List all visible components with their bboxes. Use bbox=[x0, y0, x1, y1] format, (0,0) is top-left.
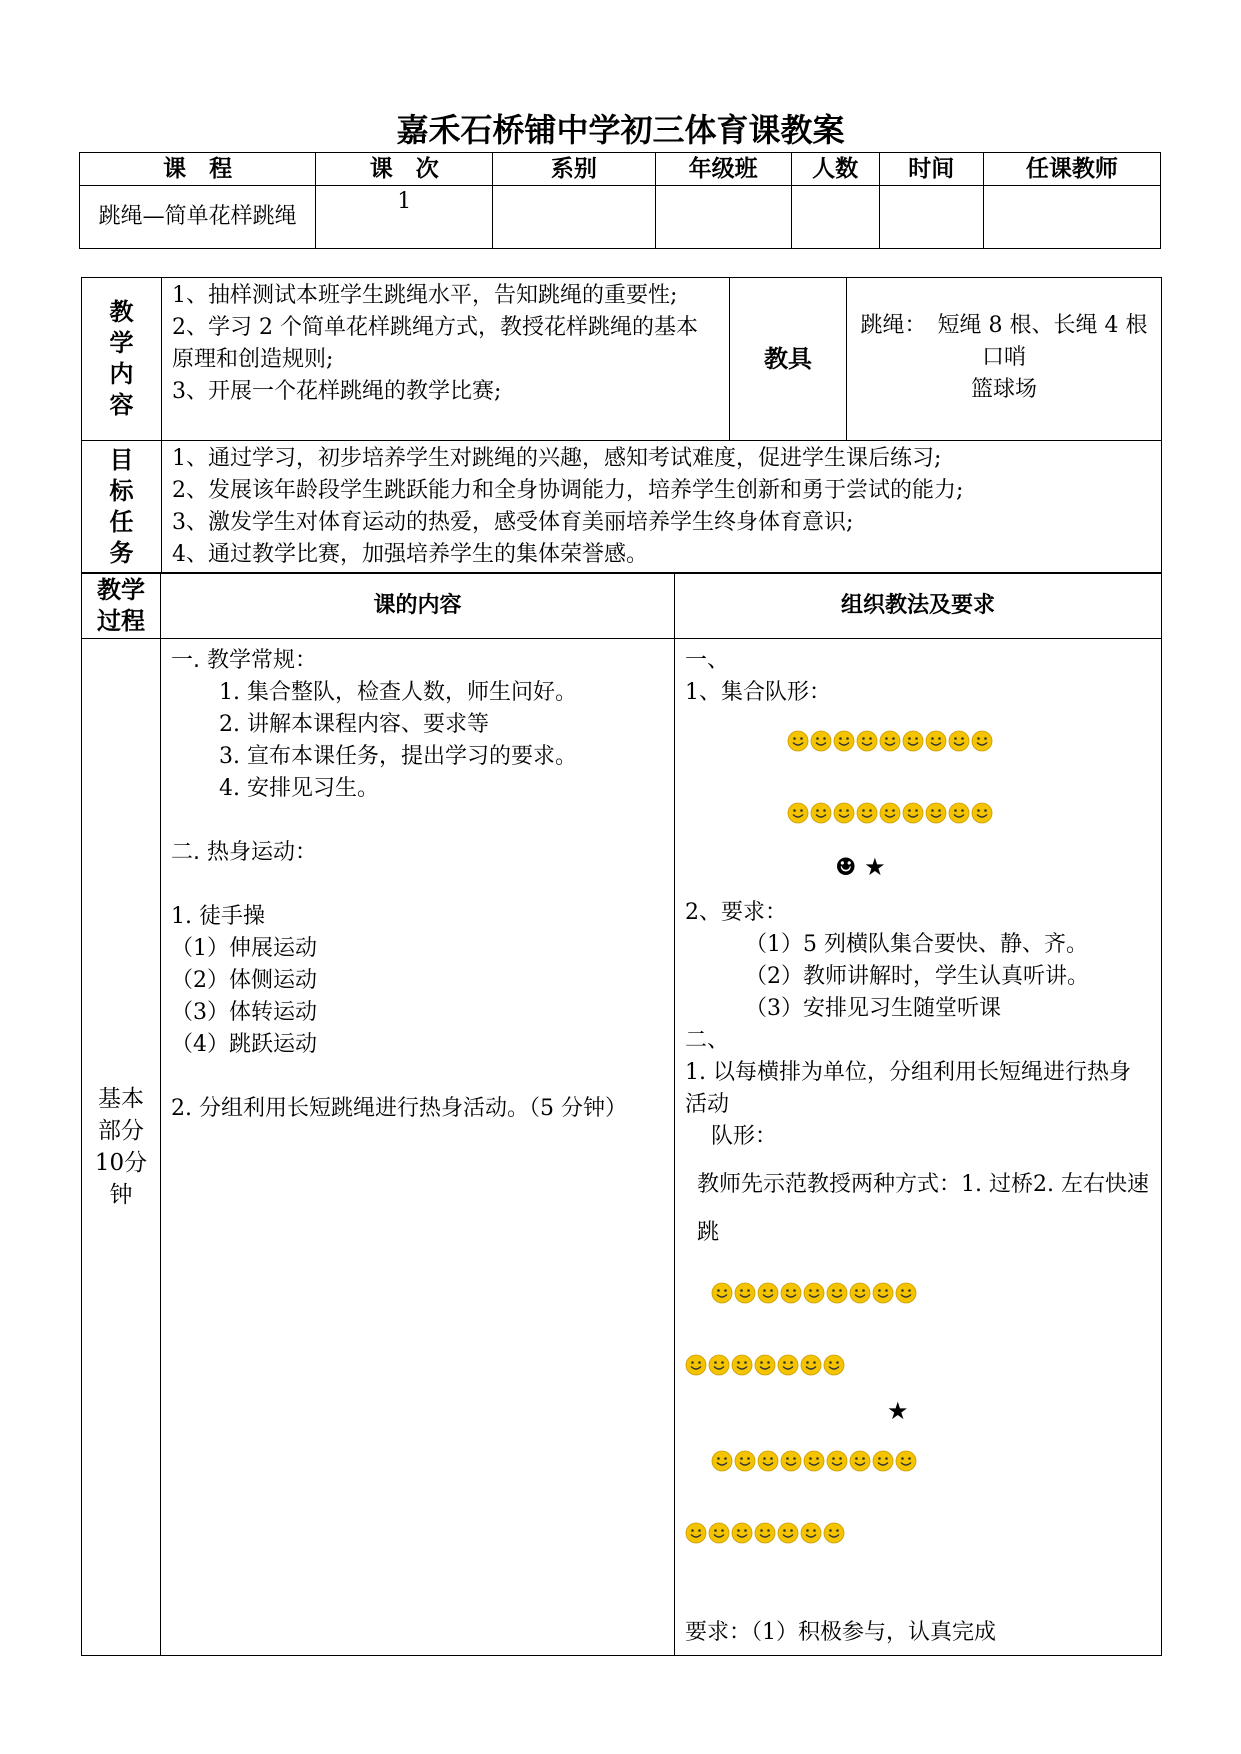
value-session: 1 bbox=[316, 186, 493, 249]
method-final-req: 要求：（1）积极参与，认真完成 bbox=[685, 1620, 996, 1645]
smiley-icon bbox=[734, 1277, 757, 1300]
process-label: 教学过程 bbox=[82, 573, 161, 639]
value-dept bbox=[493, 186, 655, 249]
smiley-icon bbox=[902, 797, 925, 820]
content-item: 3、开展一个花样跳绳的教学比赛; bbox=[172, 379, 502, 404]
value-time bbox=[879, 186, 983, 249]
goal-item: 2、发展该年龄段学生跳跃能力和全身协调能力，培养学生创新和勇于尝试的能力; bbox=[172, 478, 964, 503]
content-items bbox=[162, 278, 730, 441]
equipment-item: 跳绳： 短绳 8 根、长绳 4 根 bbox=[860, 313, 1148, 338]
smiley-icon bbox=[856, 797, 879, 820]
smiley-icon bbox=[787, 797, 810, 820]
formation-row-2 bbox=[685, 797, 1151, 829]
method-r6: 教师先示范教授两种方式：1. 过桥2. 左右快速跳 bbox=[697, 1172, 1149, 1245]
formation-row-5 bbox=[685, 1445, 1151, 1477]
smiley-icon bbox=[780, 1445, 803, 1468]
lesson-plan-table bbox=[81, 277, 1162, 574]
warmup-item: （3）体转运动 bbox=[171, 1000, 317, 1025]
header-dept: 系别 bbox=[493, 153, 655, 186]
smiley-icon bbox=[823, 1349, 846, 1372]
content-item: 2、学习 2 个简单花样跳绳方式，教授花样跳绳的基本原理和创造规则; bbox=[172, 315, 698, 372]
smiley-icon bbox=[879, 797, 902, 820]
method-r4: 1. 以每横排为单位，分组利用长短绳进行热身活动 bbox=[685, 1060, 1131, 1117]
value-count bbox=[791, 186, 879, 249]
header-course: 课 程 bbox=[80, 153, 316, 186]
smiley-icon bbox=[777, 1517, 800, 1540]
smiley-icon bbox=[823, 1517, 846, 1540]
content-column bbox=[161, 639, 675, 1656]
header-time: 时间 bbox=[879, 153, 983, 186]
method-r5: 队形： bbox=[711, 1124, 778, 1149]
equipment-item: 口哨 bbox=[981, 345, 1026, 370]
smiley-icon bbox=[777, 1349, 800, 1372]
equipment-label: 教具 bbox=[730, 278, 847, 441]
routine-item: 1. 集合整队，检查人数，师生问好。 bbox=[219, 680, 577, 705]
section-routine-title: 一. 教学常规： bbox=[171, 648, 317, 673]
formation-row-1 bbox=[685, 725, 1151, 757]
formation-row-4 bbox=[685, 1349, 1151, 1381]
warmup-item: （4）跳跃运动 bbox=[171, 1032, 317, 1057]
smiley-icon bbox=[856, 725, 879, 748]
formation-row-6 bbox=[685, 1517, 1151, 1549]
smiley-icon bbox=[708, 1517, 731, 1540]
equipment-list bbox=[847, 278, 1162, 441]
teacher-marks: ☻ ★ bbox=[835, 853, 886, 881]
part-label: 基本部分10分钟 bbox=[82, 639, 161, 1656]
smiley-icon bbox=[734, 1445, 757, 1468]
smiley-icon bbox=[971, 797, 994, 820]
star-mark: ★ bbox=[887, 1397, 909, 1425]
smiley-icon bbox=[757, 1277, 780, 1300]
method-r1: 一、 bbox=[685, 648, 730, 673]
smiley-icon bbox=[810, 797, 833, 820]
smiley-icon bbox=[895, 1277, 918, 1300]
smiley-icon bbox=[833, 797, 856, 820]
smiley-icon bbox=[711, 1445, 734, 1468]
smiley-icon bbox=[787, 725, 810, 748]
smiley-icon bbox=[826, 1277, 849, 1300]
method-column bbox=[675, 639, 1162, 1656]
content-item: 1、抽样测试本班学生跳绳水平，告知跳绳的重要性; bbox=[172, 283, 678, 308]
smiley-icon bbox=[879, 725, 902, 748]
smiley-icon bbox=[754, 1349, 777, 1372]
warmup-rope: 2. 分组利用长短跳绳进行热身活动。（5 分钟） bbox=[171, 1096, 627, 1121]
smiley-icon bbox=[685, 1517, 708, 1540]
col-content-header: 课的内容 bbox=[161, 573, 675, 639]
smiley-icon bbox=[872, 1277, 895, 1300]
page-title: 嘉禾石桥铺中学初三体育课教案 bbox=[396, 111, 845, 149]
course-info-table bbox=[79, 152, 1161, 249]
routine-item: 2. 讲解本课程内容、要求等 bbox=[219, 712, 489, 737]
header-teacher: 任课教师 bbox=[983, 153, 1160, 186]
smiley-icon bbox=[948, 797, 971, 820]
method-r2: 1、集合队形： bbox=[685, 680, 831, 705]
smiley-icon bbox=[948, 725, 971, 748]
goal-item: 1、通过学习，初步培养学生对跳绳的兴趣，感知考试难度，促进学生课后练习; bbox=[172, 446, 942, 471]
process-table bbox=[81, 572, 1162, 1656]
smiley-icon bbox=[810, 725, 833, 748]
smiley-icon bbox=[757, 1445, 780, 1468]
smiley-icon bbox=[803, 1445, 826, 1468]
smiley-icon bbox=[800, 1517, 823, 1540]
smiley-icon bbox=[708, 1349, 731, 1372]
smiley-icon bbox=[826, 1445, 849, 1468]
smiley-icon bbox=[780, 1277, 803, 1300]
warmup-sub: 1. 徒手操 bbox=[171, 904, 265, 929]
formation-row-3 bbox=[685, 1277, 1151, 1309]
goal-item: 3、激发学生对体育运动的热爱，感受体育美丽培养学生终身体育意识; bbox=[172, 510, 854, 535]
value-class bbox=[655, 186, 791, 249]
equipment-item: 篮球场 bbox=[970, 377, 1037, 402]
routine-item: 4. 安排见习生。 bbox=[219, 776, 379, 801]
header-class: 年级班 bbox=[655, 153, 791, 186]
routine-item: 3. 宣布本课任务，提出学习的要求。 bbox=[219, 744, 577, 769]
smiley-icon bbox=[925, 725, 948, 748]
warmup-item: （1）伸展运动 bbox=[171, 936, 317, 961]
warmup-item: （2）体侧运动 bbox=[171, 968, 317, 993]
smiley-icon bbox=[849, 1445, 872, 1468]
smiley-icon bbox=[711, 1277, 734, 1300]
method-r3: 二、 bbox=[685, 1028, 730, 1053]
value-course: 跳绳—简单花样跳绳 bbox=[80, 186, 316, 249]
col-method-header: 组织教法及要求 bbox=[675, 573, 1162, 639]
method-req: （2）教师讲解时，学生认真听讲。 bbox=[745, 964, 1089, 989]
goals-label: 目标任务 bbox=[82, 441, 162, 574]
smiley-icon bbox=[685, 1349, 708, 1372]
smiley-icon bbox=[895, 1445, 918, 1468]
method-req: （1）5 列横队集合要快、静、齐。 bbox=[745, 932, 1088, 957]
header-count: 人数 bbox=[791, 153, 879, 186]
value-teacher bbox=[983, 186, 1160, 249]
smiley-icon bbox=[971, 725, 994, 748]
smiley-icon bbox=[754, 1517, 777, 1540]
section-warmup-title: 二. 热身运动： bbox=[171, 840, 317, 865]
smiley-icon bbox=[902, 725, 925, 748]
goal-item: 4、通过教学比赛，加强培养学生的集体荣誉感。 bbox=[172, 542, 648, 567]
smiley-icon bbox=[925, 797, 948, 820]
smiley-icon bbox=[833, 725, 856, 748]
smiley-icon bbox=[803, 1277, 826, 1300]
goals-items bbox=[162, 441, 1162, 574]
smiley-icon bbox=[800, 1349, 823, 1372]
content-label: 教学内容 bbox=[82, 278, 162, 441]
smiley-icon bbox=[731, 1517, 754, 1540]
method-req: （3）安排见习生随堂听课 bbox=[745, 996, 1001, 1021]
header-session: 课 次 bbox=[316, 153, 493, 186]
method-req-title: 2、要求： bbox=[685, 900, 787, 925]
smiley-icon bbox=[849, 1277, 872, 1300]
smiley-icon bbox=[872, 1445, 895, 1468]
smiley-icon bbox=[731, 1349, 754, 1372]
